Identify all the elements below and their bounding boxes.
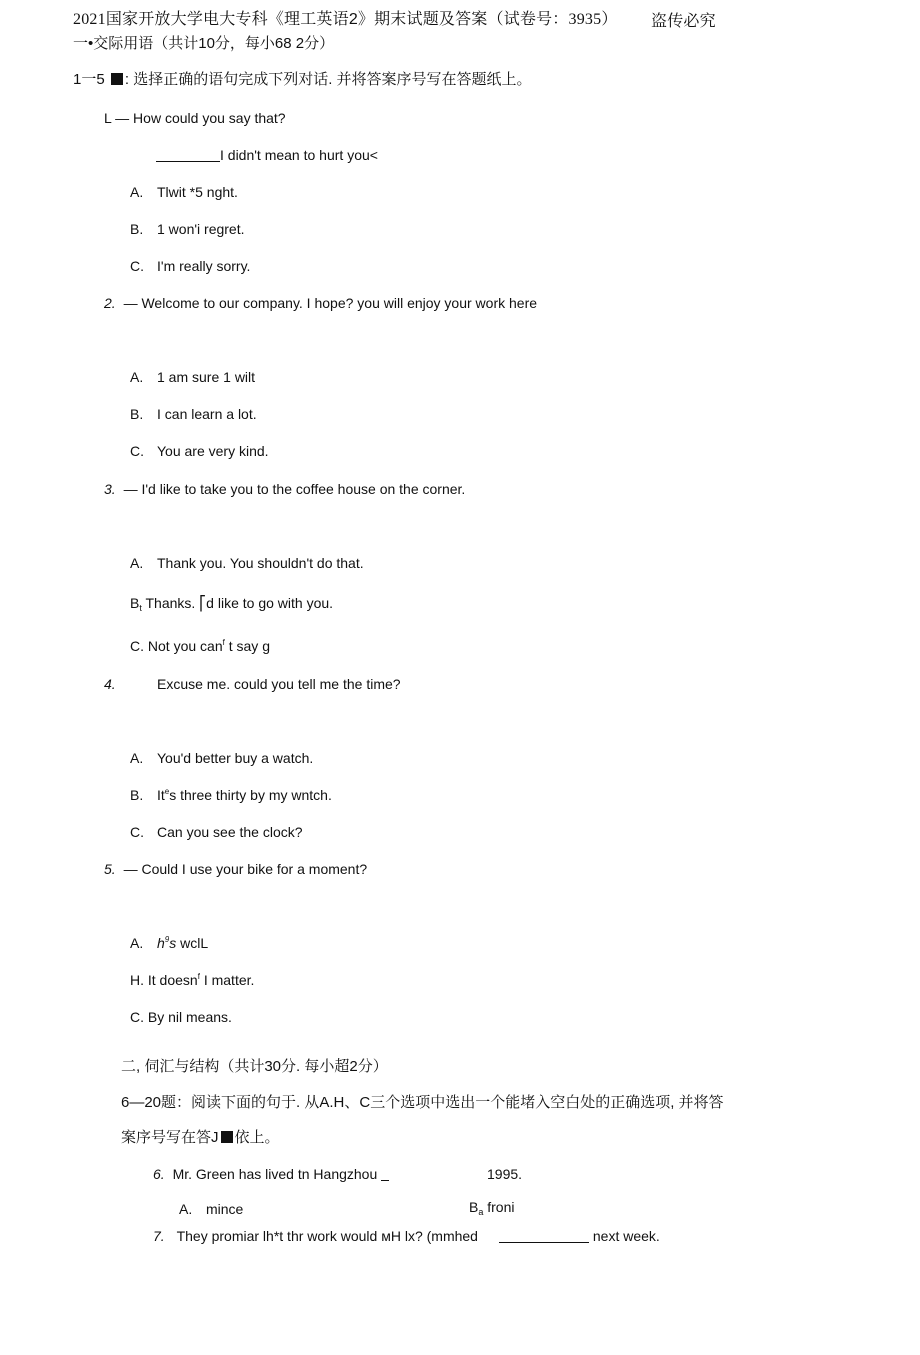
option <box>130 443 269 460</box>
section1-heading-num: 8 2 <box>283 35 305 52</box>
question-prompt: — Welcome to our company. I hope? you will enjoy your work here <box>123 295 538 311</box>
instr-prefix: 1一5 <box>73 71 105 88</box>
question-7 <box>153 1228 478 1245</box>
option-text: You'd better buy a watch. <box>157 750 314 766</box>
option-label: C. <box>130 258 144 274</box>
answer-blank <box>499 1229 589 1243</box>
option <box>130 1009 232 1026</box>
option-text-b: s <box>169 935 177 951</box>
title-main: 国家开放大学电大专科《理工英语2》期末试题及答案（试卷号： <box>105 11 569 28</box>
option-label: C. <box>130 824 144 840</box>
section2-instructions-line2 <box>121 1129 280 1147</box>
option-text-sup: 9 <box>164 935 170 944</box>
question-number: 3. <box>104 481 116 497</box>
option <box>130 750 313 767</box>
title-close: ） <box>601 11 618 28</box>
question-3 <box>104 481 465 498</box>
black-square-icon <box>111 73 123 85</box>
option-text: Thanks. ⎡d like to go with you. <box>141 595 334 611</box>
section1-heading-text: 一•交际用语（共计10分，每小6 <box>73 35 284 52</box>
option <box>469 1199 514 1218</box>
option-label: A. <box>130 555 144 571</box>
option-text: I can learn a lot. <box>157 406 257 422</box>
option-text-sup: f <box>222 638 225 647</box>
option-text: Can you see the clock? <box>157 824 303 840</box>
option-label: A. <box>130 369 144 385</box>
option-text: Not you can <box>144 638 223 654</box>
question-number: 7. <box>153 1228 165 1244</box>
option <box>130 184 238 201</box>
question-7-after: next week. <box>592 1228 660 1244</box>
option-label: A. <box>130 935 144 951</box>
option <box>130 787 332 804</box>
question-text: They promiar lh*t thr work would ᴍH lx? (mmhed <box>176 1228 478 1244</box>
question-1 <box>104 110 286 127</box>
option-text-b: s three thirty by my wntch. <box>169 787 332 803</box>
option <box>130 824 303 841</box>
option <box>130 935 208 952</box>
option <box>130 258 250 275</box>
question-6-after: 1995. <box>487 1166 523 1182</box>
option-text: Tlwit *5 nght. <box>157 184 238 200</box>
option-text-c: wclL <box>176 935 209 951</box>
option-label: C. <box>130 1009 144 1025</box>
question-7-blank-line <box>499 1228 660 1245</box>
question-prompt: — How could you say that? <box>115 110 286 126</box>
answer-blank <box>156 148 220 162</box>
answer-line <box>156 147 378 164</box>
option-text-sup: f <box>197 972 200 981</box>
instr2-text-b: 依上。 <box>234 1129 280 1146</box>
instr-text: : 选择正确的语句完成下列对话. 并将答案序号写在答题纸上。 <box>124 71 532 88</box>
option-label: H. <box>130 972 144 988</box>
option-label: C. <box>130 443 144 459</box>
option <box>179 1201 243 1218</box>
option-label: C. <box>130 638 144 654</box>
option-text: By nil means. <box>144 1009 232 1025</box>
black-square-icon <box>221 1131 233 1143</box>
question-5 <box>104 861 367 878</box>
answer-line-text: I didn't mean to hurt you< <box>220 147 378 163</box>
option-text: mince <box>206 1201 244 1217</box>
option-label: B. <box>130 787 144 803</box>
option-text: It <box>157 787 165 803</box>
option-label: A. <box>179 1201 193 1217</box>
question-text: Mr. Green has lived tn Hangzhou <box>172 1166 378 1182</box>
option <box>130 555 364 572</box>
option-label: B <box>469 1199 479 1215</box>
option-text: I'm really sorry. <box>157 258 251 274</box>
section1-heading <box>73 35 334 53</box>
title-tag: 盗传必究 <box>651 13 716 30</box>
option-text: It doesn <box>144 972 198 988</box>
option-label-sub: a <box>478 1207 484 1217</box>
question-prompt: Excuse me. could you tell me the time? <box>157 676 401 692</box>
section2-instructions-line1: 6—20题：阅读下面的句于. 从A.H、C三个选项中选出一个能堵入空白处的正确选项, 并将答 <box>121 1094 724 1111</box>
option-label: A. <box>130 184 144 200</box>
option <box>130 369 255 386</box>
question-number: 4. <box>104 676 116 692</box>
question-number: L <box>104 110 112 126</box>
option-text: Thank you. You shouldn't do that. <box>157 555 364 571</box>
question-number: 6. <box>153 1166 165 1182</box>
option-text: h <box>157 935 165 951</box>
option-text: You are very kind. <box>157 443 269 459</box>
document-title <box>73 10 618 29</box>
option-text-b: I matter. <box>199 972 255 988</box>
option <box>130 972 254 989</box>
section2-heading: 二, 伺汇与结构（共计30分. 每小超2分） <box>121 1058 388 1075</box>
question-2 <box>104 295 537 312</box>
question-number: 2. <box>104 295 116 311</box>
option <box>130 638 270 655</box>
option <box>130 406 257 423</box>
option-label: B <box>130 595 140 611</box>
section1-instructions <box>73 71 532 89</box>
title-year: 2021 <box>73 11 106 28</box>
instr2-text-a: 案序号写在答J <box>121 1129 219 1146</box>
question-number: 5. <box>104 861 116 877</box>
option-label: B. <box>130 406 144 422</box>
question-6 <box>153 1166 389 1183</box>
question-4 <box>104 676 401 693</box>
option-text: froni <box>483 1199 515 1215</box>
option-text-b: t say g <box>224 638 270 654</box>
option-label-sub: t <box>139 603 142 613</box>
answer-blank <box>381 1167 389 1181</box>
option <box>130 221 245 238</box>
option-text-sup: e <box>164 787 170 796</box>
question-prompt: — I'd like to take you to the coffee house on the corner. <box>123 481 466 497</box>
section1-heading-tail: 分） <box>304 35 335 52</box>
option-text: 1 won'i regret. <box>157 221 245 237</box>
title-code: 3935 <box>568 11 602 28</box>
option-text: 1 am sure 1 wilt <box>157 369 256 385</box>
question-prompt: — Could I use your bike for a moment? <box>123 861 368 877</box>
option-label: A. <box>130 750 144 766</box>
option-label: B. <box>130 221 144 237</box>
option <box>130 595 333 614</box>
